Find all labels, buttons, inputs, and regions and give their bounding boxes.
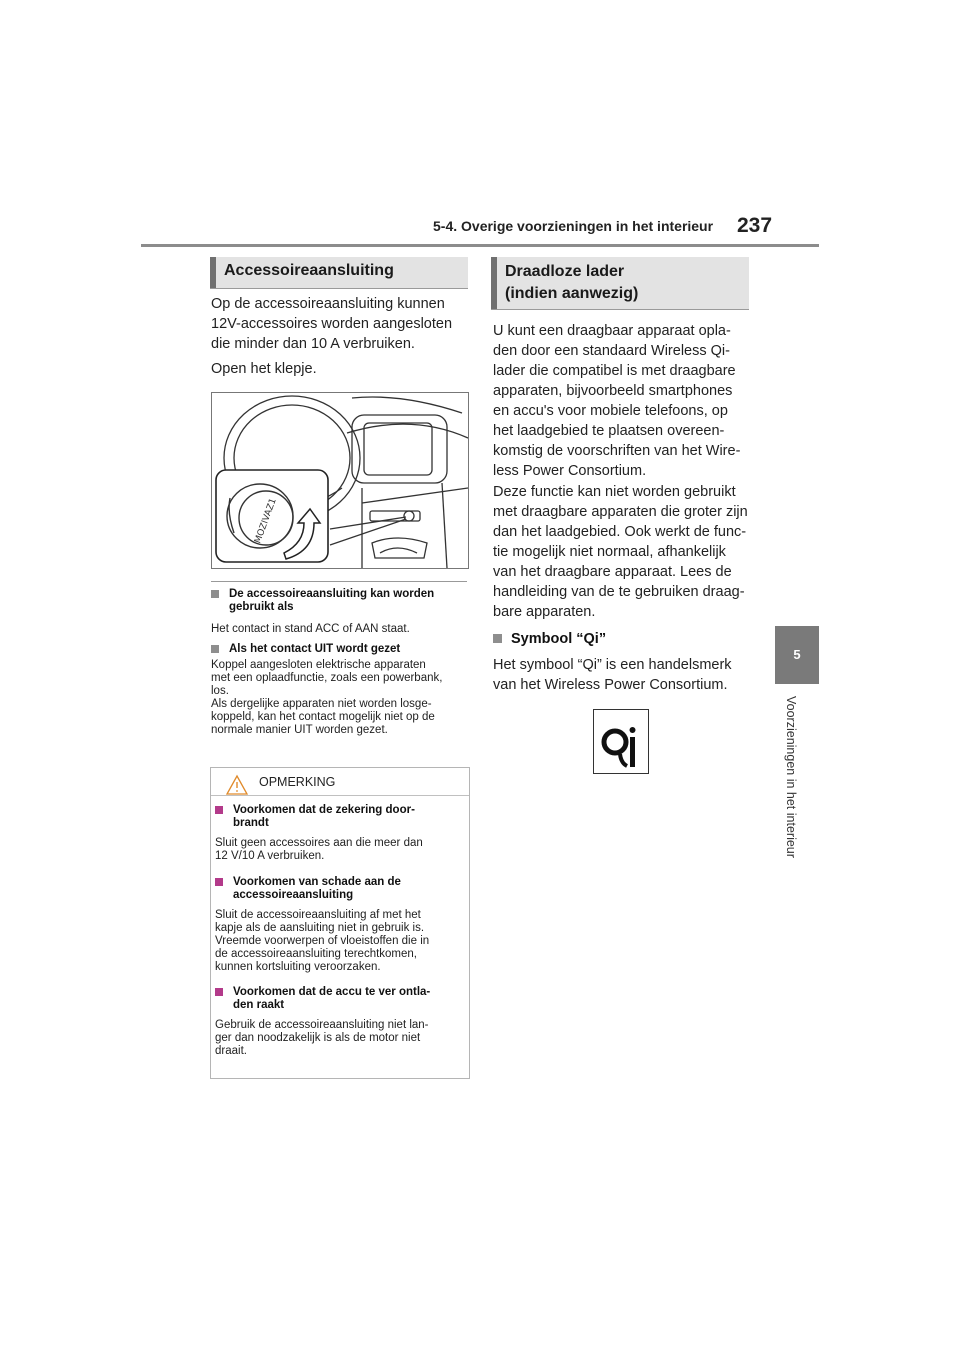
note-ignition-text bbox=[211, 659, 473, 737]
notice-item-text bbox=[215, 1019, 467, 1058]
qi-paragraph bbox=[493, 655, 755, 695]
note-line: los. bbox=[211, 685, 229, 697]
heading-draadloze-lader bbox=[491, 257, 749, 310]
notice-line: ger dan noodzakelijk is als de motor niet bbox=[215, 1032, 421, 1044]
para-line: apparaten, bijvoorbeeld smartphones bbox=[493, 383, 733, 399]
note-square-icon bbox=[211, 645, 219, 653]
note-line: normale manier UIT worden gezet. bbox=[211, 724, 388, 736]
notice-square-icon bbox=[215, 806, 223, 814]
heading-accessoireaansluiting bbox=[210, 257, 468, 289]
para-line: U kunt een draagbaar apparaat opla- bbox=[493, 323, 731, 339]
notice-item-title bbox=[215, 876, 467, 902]
page-number: 237 bbox=[737, 214, 773, 237]
note-usage bbox=[211, 588, 469, 636]
heading-bar bbox=[491, 257, 497, 309]
notice-item-battery bbox=[215, 986, 467, 1058]
intro-line: 12V-accessoires worden aangesloten bbox=[211, 316, 453, 332]
para-line: van het draagbare apparaat. Lees de bbox=[493, 564, 732, 580]
notice-title-line: Voorkomen dat de zekering door- bbox=[233, 804, 415, 816]
para-line: Deze functie kan niet worden gebruikt bbox=[493, 484, 736, 500]
heading-text: Accessoireaansluiting bbox=[224, 262, 394, 279]
para-line: het laadgebied te plaatsen overeen- bbox=[493, 423, 725, 439]
notice-line: Sluit geen accessoires aan die meer dan bbox=[215, 837, 423, 849]
heading-text bbox=[505, 261, 638, 305]
para-line: komstig de voorschriften van het Wire- bbox=[493, 443, 741, 459]
notice-title-line: Voorkomen van schade aan de bbox=[233, 876, 401, 888]
para-line: den door een standaard Wireless Qi- bbox=[493, 343, 730, 359]
wireless-paragraph-2 bbox=[493, 482, 755, 622]
notice-item-damage bbox=[215, 876, 467, 974]
notice-label: OPMERKING bbox=[259, 775, 336, 789]
para-line: tie mogelijk niet normaal, afhankelijk bbox=[493, 544, 726, 560]
note-line: met een oplaadfunctie, zoals een powerbank, bbox=[211, 672, 443, 684]
chapter-title bbox=[776, 696, 820, 876]
note-title-line: Als het contact UIT wordt gezet bbox=[229, 643, 401, 655]
instruction-text: Open het klepje. bbox=[211, 361, 317, 377]
notice-line: draait. bbox=[215, 1045, 247, 1057]
note-usage-text: Het contact in stand ACC of AAN staat. bbox=[211, 623, 410, 635]
note-square-icon bbox=[211, 590, 219, 598]
qi-subheading bbox=[493, 630, 755, 648]
section-title: 5-4. Overige voorzieningen in het interieur bbox=[433, 218, 714, 234]
para-line: en accu's voor mobiele telefoons, op bbox=[493, 403, 728, 419]
note-line: Koppel aangesloten elektrische apparaten bbox=[211, 659, 426, 671]
notice-line: kapje als de aansluiting niet in gebruik is. bbox=[215, 922, 425, 934]
para-line: lader die compatibel is met draagbare bbox=[493, 363, 736, 379]
notice-item-title bbox=[215, 804, 467, 830]
note-title-line: De accessoireaansluiting kan worden bbox=[229, 588, 435, 600]
heading-line: Draadloze lader bbox=[505, 263, 625, 280]
cap-lettering: MOZIVAZ1 bbox=[253, 497, 279, 545]
notice-line: Gebruik de accessoireaansluiting niet lan- bbox=[215, 1019, 429, 1031]
notice-divider bbox=[211, 795, 469, 796]
heading-bar bbox=[210, 257, 216, 288]
intro-line: Op de accessoireaansluiting kunnen bbox=[211, 296, 445, 312]
qi-symbol-icon bbox=[594, 710, 648, 773]
note-ignition-title bbox=[211, 643, 473, 656]
qi-logo bbox=[593, 709, 649, 774]
notice-item-text bbox=[215, 909, 467, 974]
wireless-paragraph-1 bbox=[493, 321, 755, 481]
intro-line: die minder dan 10 A verbruiken. bbox=[211, 336, 415, 352]
dashboard-drawing bbox=[212, 393, 468, 568]
chapter-tab: 5 bbox=[775, 626, 819, 684]
note-usage-title bbox=[211, 588, 469, 614]
notice-item-title bbox=[215, 986, 467, 1012]
chapter-title-text: Voorzieningen in het interieur bbox=[784, 696, 798, 858]
para-line: met draagbare apparaten die groter zijn bbox=[493, 504, 748, 520]
notice-line: kunnen kortsluiting veroorzaken. bbox=[215, 961, 381, 973]
note-line: Als dergelijke apparaten niet worden losge- bbox=[211, 698, 432, 710]
notice-box bbox=[210, 767, 470, 1079]
note-line: koppeld, kan het contact mogelijk niet op de bbox=[211, 711, 435, 723]
para-line: handleiding van de te gebruiken draag- bbox=[493, 584, 745, 600]
note-title-line: gebruikt als bbox=[229, 601, 294, 613]
header-divider bbox=[141, 244, 819, 247]
intro-paragraph bbox=[211, 294, 471, 354]
qi-subheading-title bbox=[493, 630, 755, 648]
accessory-socket-illustration bbox=[211, 392, 469, 569]
notice-item-text bbox=[215, 837, 467, 863]
notice-square-icon bbox=[215, 878, 223, 886]
note-ignition-off bbox=[211, 643, 473, 737]
heading-line: (indien aanwezig) bbox=[505, 285, 639, 302]
notice-line: de accessoireaansluiting terechtkomen, bbox=[215, 948, 418, 960]
para-line: dan het laadgebied. Ook werkt de func- bbox=[493, 524, 747, 540]
notice-title-line: accessoireaansluiting bbox=[233, 889, 354, 901]
notice-item-fuse bbox=[215, 804, 467, 863]
subheading-square-icon bbox=[493, 634, 502, 643]
notice-square-icon bbox=[215, 988, 223, 996]
separator-line bbox=[211, 581, 467, 582]
notice-title-line: brandt bbox=[233, 817, 269, 829]
para-line: less Power Consortium. bbox=[493, 463, 647, 479]
para-line: Het symbool “Qi” is een handelsmerk bbox=[493, 657, 732, 673]
para-line: bare apparaten. bbox=[493, 604, 596, 620]
notice-title-line: Voorkomen dat de accu te ver ontla- bbox=[233, 986, 431, 998]
notice-line: Vreemde voorwerpen of vloeistoffen die in bbox=[215, 935, 430, 947]
warning-triangle-icon bbox=[225, 774, 249, 796]
notice-title-line: den raakt bbox=[233, 999, 285, 1011]
notice-line: Sluit de accessoireaansluiting af met het bbox=[215, 909, 421, 921]
para-line: van het Wireless Power Consortium. bbox=[493, 677, 728, 693]
qi-subheading-text: Symbool “Qi” bbox=[511, 631, 607, 647]
notice-line: 12 V/10 A verbruiken. bbox=[215, 850, 325, 862]
